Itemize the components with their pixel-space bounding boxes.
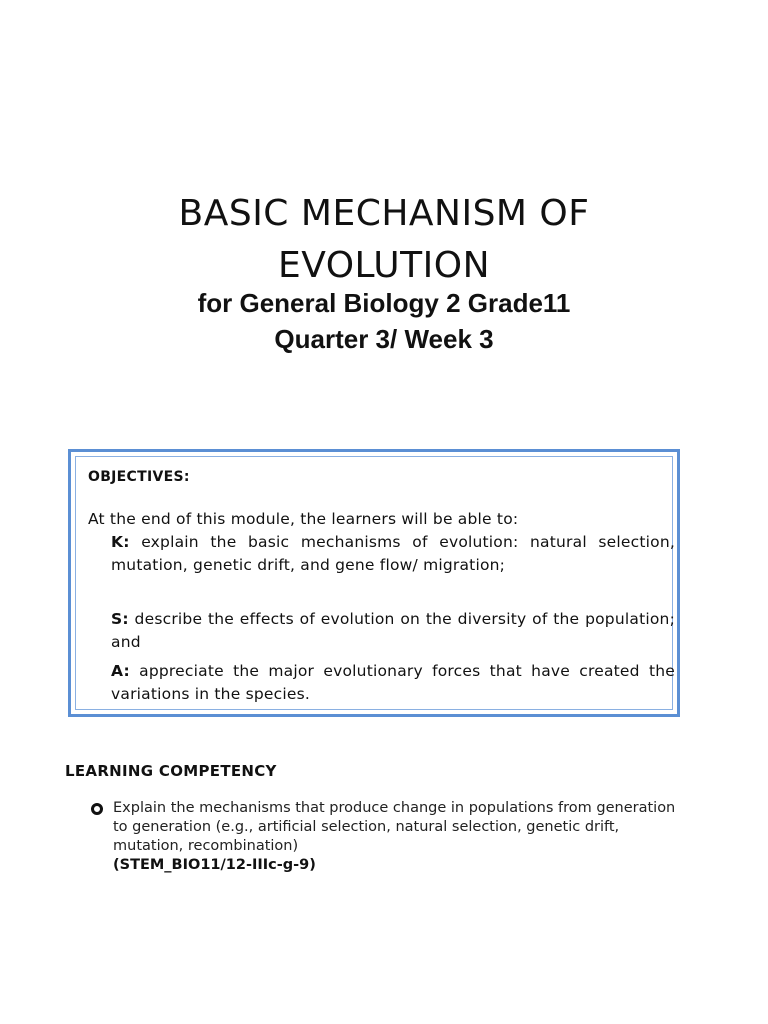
objective-key-k: K: xyxy=(111,533,130,551)
document-subtitle-line-1: for General Biology 2 Grade11 xyxy=(197,288,571,318)
learning-competency-text: Explain the mechanisms that produce change in populations from generation to generation (e.g., artificial selection, natural selection, genetic drift, mutation, recombination) xyxy=(113,800,676,854)
objective-text-s: describe the effects of evolution on the diversity of the population; and xyxy=(111,610,675,651)
objective-item-attitude xyxy=(111,660,675,706)
document-title-line-1: BASIC MECHANISM OF xyxy=(178,193,590,234)
objective-text-a: appreciate the major evolutionary forces that have created the variations in the species. xyxy=(111,662,675,703)
objectives-box xyxy=(68,449,680,717)
learning-competency-heading: LEARNING COMPETENCY xyxy=(65,762,277,780)
objective-key-s: S: xyxy=(111,610,129,628)
objectives-intro: At the end of this module, the learners will be able to: xyxy=(88,510,519,528)
learning-competency-item xyxy=(113,799,683,875)
objective-text-k: explain the basic mechanisms of evolution: natural selection, mutation, genetic drift, and gene flow/ migration; xyxy=(111,533,675,574)
objectives-heading: OBJECTIVES: xyxy=(88,469,190,485)
document-subtitle-line-2: Quarter 3/ Week 3 xyxy=(274,324,494,354)
learning-competency-code: (STEM_BIO11/12-IIIc-g-9) xyxy=(113,857,316,873)
document-title-line-2: EVOLUTION xyxy=(277,245,491,286)
objective-key-a: A: xyxy=(111,662,130,680)
objective-item-knowledge xyxy=(111,531,675,577)
objective-item-skill xyxy=(111,608,675,654)
hollow-circle-bullet-icon xyxy=(91,803,103,815)
